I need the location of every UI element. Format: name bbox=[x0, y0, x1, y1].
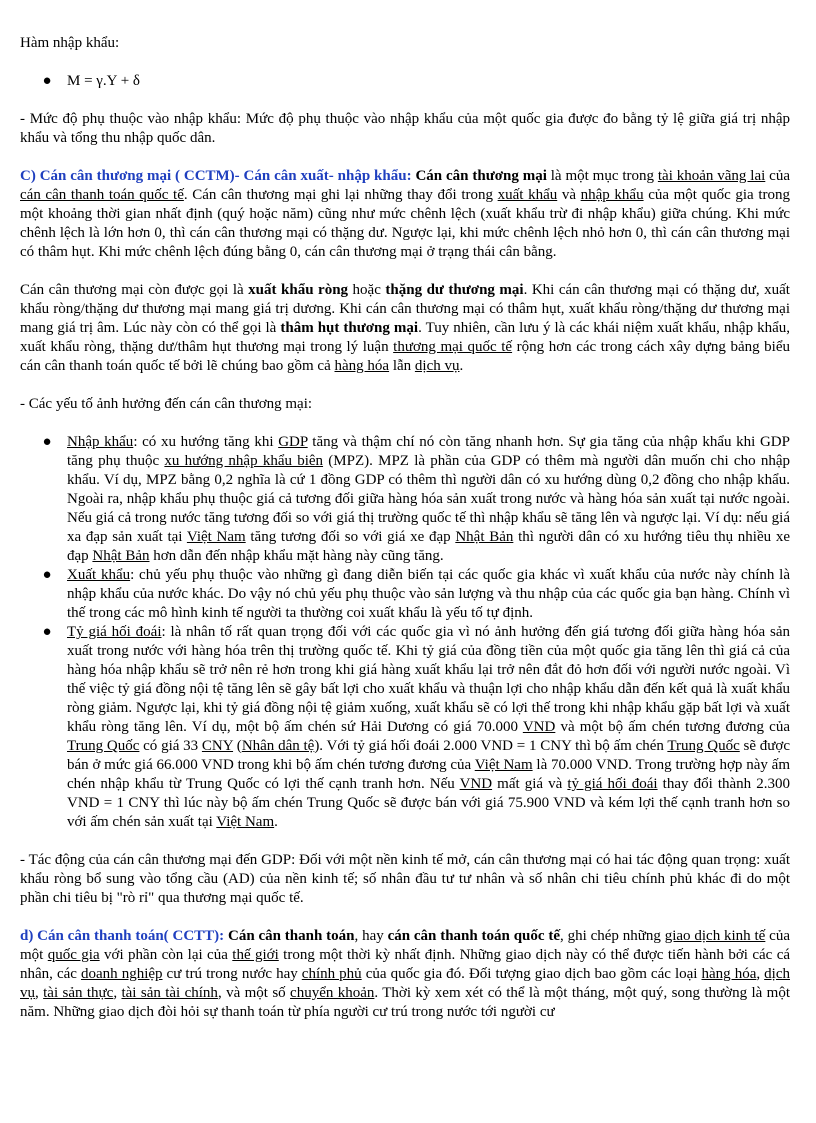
link-import-factor[interactable]: Nhập khẩu bbox=[67, 434, 134, 450]
link-renminbi[interactable]: Nhân dân tệ bbox=[241, 738, 315, 754]
bullet-icon: ● bbox=[42, 73, 52, 89]
link-current-account[interactable]: tài khoản vãng lai bbox=[657, 168, 766, 184]
term-trade-surplus: thặng dư thương mại bbox=[385, 282, 524, 298]
link-vnd[interactable]: VND bbox=[459, 776, 493, 792]
link-mpz[interactable]: xu hướng nhập khẩu biên bbox=[164, 453, 324, 469]
link-financial-assets[interactable]: tài sản tài chính bbox=[121, 985, 218, 1001]
link-real-assets[interactable]: tài sản thực bbox=[43, 985, 114, 1001]
link-china[interactable]: Trung Quốc bbox=[67, 738, 140, 754]
link-cny[interactable]: CNY bbox=[201, 738, 234, 754]
bullet-icon: ● bbox=[42, 624, 52, 640]
term-trade-balance: Cán cân thương mại bbox=[415, 168, 547, 184]
list-item: ● Nhập khẩu: có xu hướng tăng khi GDP tăng và thậm chí nó còn tăng nhanh hơn. Sự gia tăng của nhập khẩu khi GDP tăng phụ thuộc xu hướng nhập khẩu biên (MPZ). MPZ là phần của GDP có thêm mà người dân muốn chi cho nhập khẩu. Ví dụ, MPZ bằng 0,2 nghĩa là cứ 1 đồng GDP có thêm thì người dân có xu hướng dùng 0,2 đồng cho nhập khẩu. Ngoài ra, nhập khẩu phụ thuộc giá cả tương đối giữa hàng hóa sản xuất trong nước và hàng hóa sản xuất tại nước ngoài. Nếu giá cả trong nước tăng tương đối so với giá thị trường quốc tế thì nhập khẩu sẽ tăng lên và ngược lại. Ví dụ: nếu giá xa đạp sản xuất tại Việt Nam tăng tương đối so với giá xe đạp Nhật Bản thì người dân có xu hướng tiêu thụ nhiều xe đạp Nhật Bản hơn dẫn đến nhập khẩu mặt hàng này cũng tăng. bbox=[42, 434, 790, 564]
net-export-paragraph: Cán cân thương mại còn được gọi là xuất khẩu ròng hoặc thặng dư thương mại. Khi cán cân thương mại có thặng dư, xuất khẩu ròng/thặng dư thương mại mang giá trị dương. Khi cán cân thương mại có thâm hụt, xuất khẩu ròng/thặng dư thương mại mang giá trị âm. Lúc này còn có thể gọi là thâm hụt thương mại. Tuy nhiên, cần lưu ý là các khái niệm xuất khẩu, nhập khẩu, xuất khẩu ròng, thặng dư/thâm hụt thương mại trong lý luận thương mại quốc tế rộng hơn các trong cách xây dựng bảng biểu cán cân thanh toán quốc tế bởi lẽ chúng bao gồm cả hàng hóa lẫn dịch vụ. bbox=[20, 282, 791, 374]
list-item: ● Tỷ giá hối đoái: là nhân tố rất quan trọng đối với các quốc gia vì nó ảnh hưởng đến giá tương đối giữa hàng hóa sản xuất trong nước với hàng hóa trên thị trường quốc tế. Khi tỷ giá của đồng tiền của một quốc gia tăng lên thì giá cả của hàng hóa nhập khẩu sẽ trở nên rẻ hơn trong khi giá hàng xuất khẩu lại trở nên đắt đỏ hơn đối với người nước ngoài. Vì thế việc tỷ giá đồng nội tệ tăng lên sẽ gây bất lợi cho xuất khẩu và thuận lợi cho nhập khẩu dẫn đến kết quả là xuất khẩu ròng giảm. Ngược lại, khi tỷ giá đồng nội tệ giảm xuống, xuất khẩu sẽ có lợi thế trong khi nhập khẩu gặp bất lợi và xuất khẩu ròng tăng lên. Ví dụ, một bộ ấm chén sứ Hải Dương có giá 70.000 VND và một bộ ấm chén tương đương của Trung Quốc có giá 33 CNY (Nhân dân tệ). Với tỷ giá hối đoái 2.000 VND = 1 CNY thì bộ ấm chén Trung Quốc sẽ được bán ở mức giá 66.000 VND trong khi bộ ấm chén tương đương của Việt Nam là 70.000 VND. Trong trường hợp này ấm chén nhập khẩu từ Trung Quốc có lợi thế cạnh tranh hơn. Nếu VND mất giá và tỷ giá hối đoái thay đổi thành 2.300 VND = 1 CNY thì lúc này bộ ấm chén Trung Quốc sẽ được bán với giá 75.900 VND và kém lợi thế cạnh tranh hơn so với ấm chén sản xuất tại Việt Nam. bbox=[42, 624, 791, 830]
term-net-export: xuất khẩu ròng bbox=[248, 282, 349, 298]
link-japan[interactable]: Nhật Bản bbox=[92, 548, 150, 564]
bullet-icon: ● bbox=[42, 434, 52, 450]
factors-list bbox=[20, 433, 790, 832]
term-trade-deficit: thâm hụt thương mại bbox=[280, 320, 419, 336]
link-vietnam[interactable]: Việt Nam bbox=[216, 814, 275, 830]
trade-balance-paragraph: C) Cán cân thương mại ( CCTM)- Cán cân xuất- nhập khẩu: Cán cân thương mại là một mục trong tài khoản vãng lai của cán cân thanh toán quốc tế. Cán cân thương mại ghi lại những thay đổi trong xuất khẩu và nhập khẩu của một quốc gia trong một khoảng thời gian nhất định (quý hoặc năm) cũng như mức chênh lệch (xuất khẩu trừ đi nhập khẩu) giữa chúng. Khi mức chênh lệch là lớn hơn 0, thì cán cân thương mại có thặng dư. Ngược lại, khi mức chênh lệch nhỏ hơn 0, thì cán cân thương mại có thâm hụt. Khi mức chênh lệch đúng bằng 0, cán cân thương mại ở trạng thái cân bằng. bbox=[20, 168, 790, 260]
link-exchange-rate[interactable]: Tỷ giá hối đoái bbox=[67, 624, 162, 640]
link-government[interactable]: chính phủ bbox=[301, 966, 362, 982]
section-c-title: C) Cán cân thương mại ( CCTM)- Cán cân xuất- nhập khẩu: bbox=[20, 168, 412, 184]
list-item bbox=[20, 72, 790, 91]
term-international-bop: cán cân thanh toán quốc tế bbox=[387, 928, 561, 944]
link-import[interactable]: nhập khẩu bbox=[580, 187, 644, 203]
link-goods[interactable]: hàng hóa bbox=[334, 358, 390, 374]
bullet-icon: ● bbox=[42, 567, 52, 583]
balance-of-payments-paragraph: d) Cán cân thanh toán( CCTT): Cán cân thanh toán, hay cán cân thanh toán quốc tế, ghi chép những giao dịch kinh tế của một quốc gia với phần còn lại của thế giới trong một thời kỳ nhất định. Những giao dịch này có thể được tiến hành bởi các cá nhân, các doanh nghiệp cư trú trong nước hay chính phủ của quốc gia đó. Đối tượng giao dịch bao gồm các loại hàng hóa, dịch vụ, tài sản thực, tài sản tài chính, và một số chuyển khoản. Thời kỳ xem xét có thể là một tháng, một quý, song thường là một năm. Những giao dịch đòi hỏi sự thanh toán từ phía người cư trú trong nước tới người cư bbox=[20, 928, 791, 1020]
link-japan[interactable]: Nhật Bản bbox=[455, 529, 514, 545]
link-gdp[interactable]: GDP bbox=[278, 434, 308, 450]
link-enterprise[interactable]: doanh nghiệp bbox=[80, 966, 163, 982]
section-d-title: d) Cán cân thanh toán( CCTT): bbox=[20, 928, 225, 944]
import-formula: M = γ.Y + δ bbox=[67, 73, 140, 89]
link-vietnam[interactable]: Việt Nam bbox=[186, 529, 246, 545]
dependency-paragraph: - Mức độ phụ thuộc vào nhập khẩu: Mức độ phụ thuộc vào nhập khẩu của một quốc gia được đo bằng tỷ lệ giữa giá trị nhập khẩu và tổng thu nhập quốc dân. bbox=[20, 111, 790, 146]
document-page bbox=[20, 34, 790, 1022]
link-vietnam[interactable]: Việt Nam bbox=[474, 757, 533, 773]
term-balance-of-payments: Cán cân thanh toán bbox=[227, 928, 355, 944]
formula-list bbox=[20, 72, 790, 91]
link-world[interactable]: thế giới bbox=[232, 947, 279, 963]
factors-heading: - Các yếu tố ảnh hưởng đến cán cân thương mại: bbox=[20, 396, 313, 412]
link-economic-transactions[interactable]: giao dịch kinh tế bbox=[664, 928, 766, 944]
link-vnd[interactable]: VND bbox=[522, 719, 556, 735]
link-china[interactable]: Trung Quốc bbox=[667, 738, 740, 754]
link-goods[interactable]: hàng hóa bbox=[701, 966, 757, 982]
link-export[interactable]: xuất khẩu bbox=[497, 187, 558, 203]
link-exchange-rate[interactable]: tỷ giá hối đoái bbox=[567, 776, 658, 792]
link-transfers[interactable]: chuyển khoản bbox=[290, 985, 375, 1001]
link-services[interactable]: dịch vụ bbox=[20, 966, 790, 1001]
link-balance-of-payments[interactable]: cán cân thanh toán quốc tế bbox=[20, 187, 184, 203]
gdp-impact-paragraph: - Tác động của cán cân thương mại đến GDP: Đối với một nền kinh tế mở, cán cân thương mại có hai tác động quan trọng: xuất khẩu ròng bổ sung vào tổng cầu (AD) của nền kinh tế; số nhân đầu tư tư nhân và số nhân chi tiêu chính phủ khác đi do một phần chi tiêu bị "rò rỉ" qua thương mại quốc tế. bbox=[20, 852, 790, 906]
link-services[interactable]: dịch vụ bbox=[414, 358, 460, 374]
link-international-trade[interactable]: thương mại quốc tế bbox=[393, 339, 513, 355]
link-country[interactable]: quốc gia bbox=[47, 947, 100, 963]
link-export-factor[interactable]: Xuất khẩu bbox=[67, 567, 131, 583]
import-function-heading: Hàm nhập khẩu: bbox=[20, 35, 120, 51]
list-item: ● Xuất khẩu: chủ yếu phụ thuộc vào những gì đang diễn biến tại các quốc gia khác vì xuất khẩu của nước này chính là nhập khẩu của nước khác. Do vậy nó chủ yếu phụ thuộc vào sản lượng và thu nhập của các quốc gia bạn hàng. Chính vì thế trong các mô hình kinh tế người ta thường coi xuất khẩu là yếu tố tự định. bbox=[42, 567, 790, 621]
